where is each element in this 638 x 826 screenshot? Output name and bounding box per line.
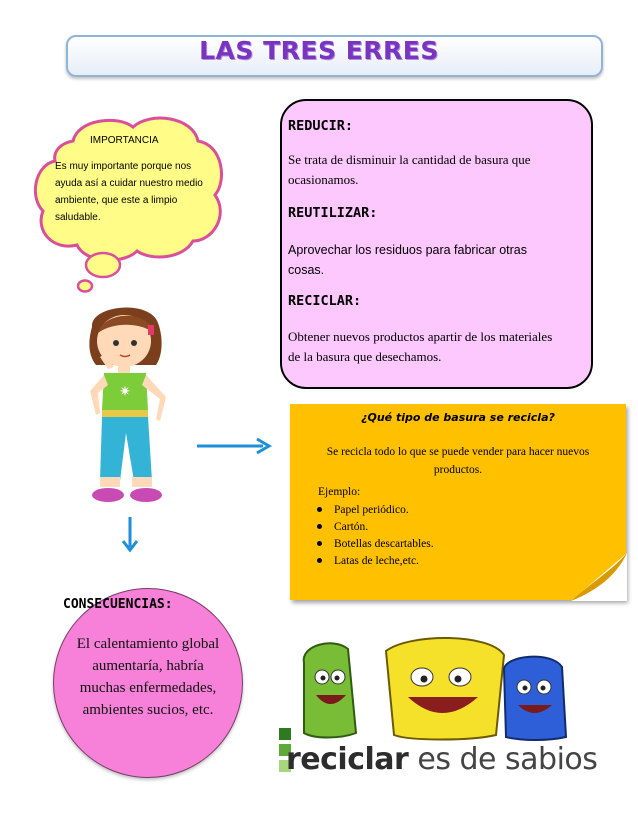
girl-illustration (70, 305, 185, 515)
page-title: LAS TRES ERRES (199, 36, 439, 65)
reducir-text: Se trata de disminuir la cantidad de basura que ocasionamos. (288, 152, 531, 187)
list-item: Latas de leche,etc. (303, 552, 434, 569)
example-list (303, 501, 434, 569)
slogan: reciclar es de sabios (286, 742, 598, 777)
consequences-heading: CONSECUENCIAS: (63, 597, 173, 612)
reutilizar-heading: REUTILIZAR: (288, 205, 378, 221)
list-item: Cartón. (303, 518, 434, 535)
down-arrow-icon (120, 515, 140, 553)
note-fold (571, 553, 627, 601)
reutilizar-text: Aprovechar los residuos para fabricar otras cosas. (288, 243, 528, 277)
reciclar-heading: RECICLAR: (288, 293, 362, 309)
importance-text: Es muy importante porque nos ayuda así a cuidar nuestro medio ambiente, que este a limpio saludable. (55, 161, 203, 223)
importance-heading: IMPORTANCIA (90, 135, 159, 146)
reducir-heading: REDUCIR: (288, 118, 354, 134)
list-item: Botellas descartables. (303, 535, 434, 552)
right-arrow-icon (195, 437, 273, 455)
recycle-bins-illustration (290, 625, 600, 743)
recycle-question: ¿Qué tipo de basura se recicla? (361, 411, 555, 424)
reciclar-text: Obtener nuevos productos apartir de los materiales de la basura que desechamos. (288, 329, 553, 364)
list-item: Papel periódico. (303, 501, 434, 518)
recycle-text: Se recicla todo lo que se puede vender para hacer nuevos productos. (326, 446, 590, 476)
example-label: Ejemplo: (318, 486, 361, 498)
consequences-text: El calentamiento global aumentaría, habría muchas enfermedades, ambientes sucios, etc. (76, 636, 220, 718)
svg-text:✷: ✷ (119, 384, 131, 400)
